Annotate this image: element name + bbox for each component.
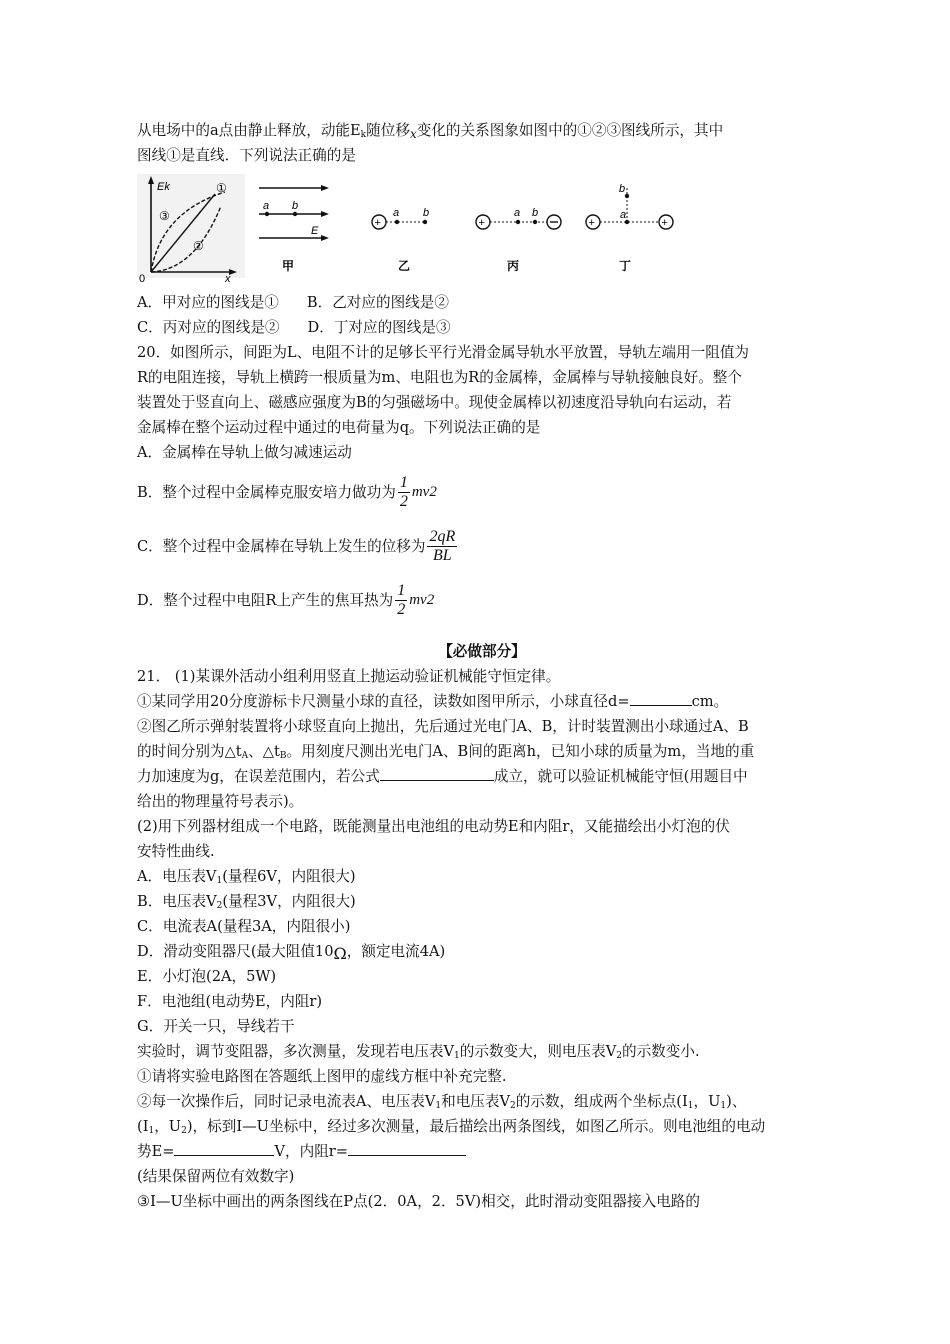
q21-method-4: ($I_1$，$U_2$)，标到I—U坐标中，经过多次测量，最后描绘出两条图线，如图乙所示。则电池组的电动 [137, 1118, 766, 1136]
q21-line-1: 21． (1)某课外活动小组利用竖直上抛运动验证机械能守恒定律。 [137, 668, 561, 685]
resistance-blank [348, 1141, 466, 1156]
q20-option-c: C．整个过程中金属棒在导轨上发生的位移为 $\frac{2qR}{BL}$ [137, 527, 456, 564]
q19-options-ab [137, 290, 827, 315]
q20-line-3: 装置处于竖直向上、磁感应强度为B的匀强磁场中。现使金属棒以初速度沿导轨向右运动，若 [137, 394, 732, 411]
jia-point-a-label: a [263, 200, 270, 212]
q21-method-5: 势E= V，内阻r= [137, 1139, 827, 1164]
formula-blank [380, 766, 494, 781]
jia-point-b-label: b [292, 200, 299, 212]
item-a: A．电压表$V_1$(量程6V，内阻很大) [137, 868, 356, 886]
item-c: C．电流表A(量程3A，内阻很小) [137, 918, 351, 935]
svg-text:+: + [588, 217, 595, 229]
q19-line-2: 图线①是直线．下列说法正确的是 [137, 147, 356, 164]
item-e: E．小灯泡(2A，5W) [137, 968, 277, 985]
q21-line-3: ②图乙所示弹射装置将小球竖直向上抛出，先后通过光电门A、B，计时装置测出小球通过A、B [137, 718, 749, 735]
origin-label: 0 [139, 273, 146, 284]
q21-method-2: ①请将实验电路图在答题纸上图甲的虚线方框中补充完整. [137, 1068, 507, 1085]
q19-line-1: 从电场中的a点由静止释放，动能$E_k$随位移$_x$变化的关系图象如图中的①②③图线所示，其中 [137, 122, 724, 141]
ek-label: Ek [157, 181, 170, 193]
x-label: x [225, 273, 231, 284]
q21-line-5: 力加速度为g，在误差范围内，若公式 成立，就可以验证机械能守恒(用题目中 [137, 768, 748, 785]
ding-point-b-label: b [619, 183, 626, 195]
jia-label: 甲 [282, 259, 295, 273]
item-b: B．电压表$V_2$(量程3V，内阻很大) [137, 893, 356, 911]
q21-line-4: 的时间分别为$\triangle t_A$、$\triangle t_B$。用刻度尺测出光电门A、B间的距离h，已知小球的质量为m，当地的重 [137, 743, 755, 761]
curve-2-label: ② [193, 239, 204, 253]
yi-point-b-label: b [423, 207, 430, 219]
ding-label: 丁 [619, 259, 632, 273]
q21-line-7: (2)用下列器材组成一个电路，既能测量出电池组的电动势E和内阻r，又能描绘出小灯泡的伏 [137, 818, 730, 835]
q19-figure [137, 172, 827, 284]
q20-option-b: B．整个过程中金属棒克服安培力做功为 $\frac{1}{2}$ mv 2 [137, 473, 437, 510]
emf-blank [174, 1141, 274, 1156]
q21-method-6: (结果保留两位有效数字) [137, 1168, 295, 1185]
svg-text:+: + [374, 217, 381, 229]
bing-point-a-label: a [514, 207, 521, 219]
item-g: G．开关一只，导线若干 [137, 1018, 295, 1035]
exam-page [137, 118, 827, 1214]
q19-options-cd [137, 315, 827, 340]
field-e-label: E [311, 225, 319, 237]
bing-point-b-label: b [532, 207, 539, 219]
bing-label: 丙 [507, 259, 520, 273]
curve-1-label: ① [216, 181, 227, 195]
q19-option-a: A．甲对应的图线是① [137, 294, 279, 311]
q21-line-8: 安特性曲线. [137, 843, 215, 860]
q20-line-4: 金属棒在整个运动过程中通过的电荷量为q。下列说法正确的是 [137, 419, 541, 436]
displacement-fraction: $\frac{2qR}{BL}$ [429, 527, 456, 564]
q20-option-d: D．整个过程中电阻R上产生的焦耳热为 $\frac{1}{2}$ mv 2 [137, 581, 435, 618]
svg-text:+: + [661, 217, 668, 229]
item-d: D．滑动变阻器尺(最大阻值10Ω，额定电流4A) [137, 943, 446, 963]
diameter-blank [630, 691, 692, 706]
half-fraction-d: $\frac{1}{2}$ [397, 581, 406, 618]
q21-method-7: ③I—U坐标中画出的两条图线在P点(2．0A，2．5V)相交，此时滑动变阻器接入电路的 [137, 1193, 700, 1210]
q20-line-1: 20．如图所示，间距为L、电阻不计的足够长平行光滑金属导轨水平放置，导轨左端用一阻值为 [137, 344, 750, 361]
ding-point-a-label: a [620, 209, 627, 221]
half-fraction: $\frac{1}{2}$ [399, 473, 408, 510]
q21-line-2: ①某同学用20分度游标卡尺测量小球的直径，读数如图甲所示，小球直径d= cm。 [137, 693, 729, 710]
curve-3-label: ③ [159, 209, 170, 223]
q19-figure-svg [135, 172, 675, 284]
q19-option-b: B．乙对应的图线是② [306, 294, 449, 311]
item-f: F．电池组(电动势E，内阻r) [137, 993, 323, 1010]
yi-point-a-label: a [393, 207, 400, 219]
q20-option-a: A．金属棒在导轨上做匀减速运动 [137, 444, 352, 461]
q21-method-1: 实验时，调节变阻器，多次测量，发现若电压表$V_1$的示数变大，则电压表$V_2$的示数变小. [137, 1043, 700, 1061]
q19-option-d: D．丁对应的图线是③ [307, 319, 451, 336]
q21-line-6: 给出的物理量符号表示)。 [137, 793, 304, 810]
q19-option-c: C．丙对应的图线是② [137, 319, 280, 336]
q20-line-2: R的电阻连接，导轨上横跨一根质量为m、电阻也为R的金属棒，金属棒与导轨接触良好。整个 [137, 369, 742, 386]
yi-label: 乙 [398, 259, 411, 273]
section-heading: 【必做部分】 [438, 643, 526, 660]
q21-method-3: ②每一次操作后，同时记录电流表A、电压表$V_1$和电压表$V_2$的示数，组成两个坐标点($I_1$，$U_1$)、 [137, 1093, 747, 1111]
svg-text:+: + [478, 217, 485, 229]
